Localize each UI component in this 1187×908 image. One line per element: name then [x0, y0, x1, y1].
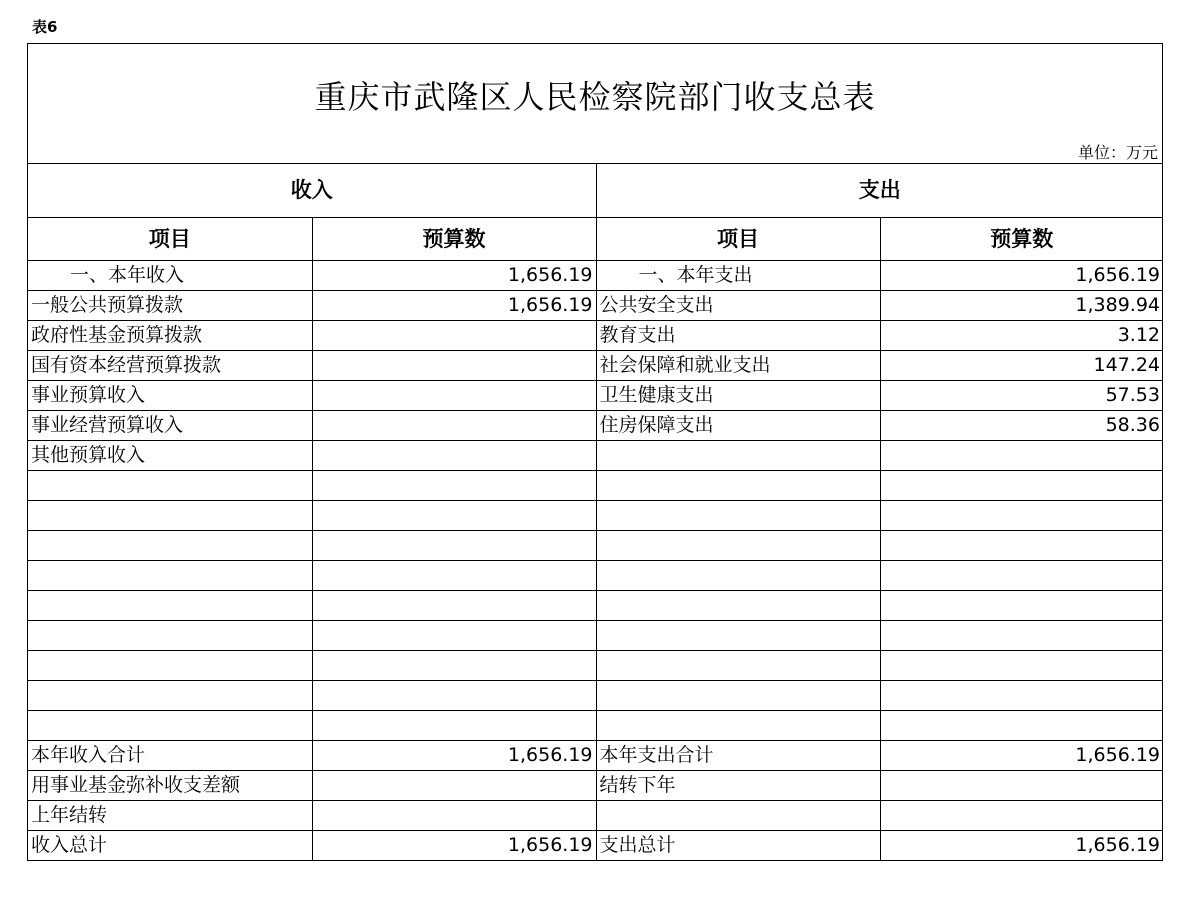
table-body: [28, 261, 1163, 861]
income-item-cell: 国有资本经营预算拨款: [28, 351, 312, 381]
income-budget-cell: [312, 681, 596, 711]
expense-budget-cell: [880, 561, 1163, 591]
table-row: [28, 831, 1163, 861]
income-budget-cell: [312, 711, 596, 741]
income-item-cell: [28, 591, 312, 621]
expense-item-cell: [596, 681, 880, 711]
title-area: [28, 44, 1162, 164]
income-budget-cell: [312, 411, 596, 441]
expense-budget-header: 预算数: [880, 218, 1163, 261]
expense-budget-cell: [880, 681, 1163, 711]
income-budget-cell: 1,656.19: [312, 291, 596, 321]
expense-item-cell: 住房保障支出: [596, 411, 880, 441]
expense-budget-cell: 3.12: [880, 321, 1163, 351]
income-budget-cell: [312, 651, 596, 681]
expense-item-cell: [596, 471, 880, 501]
table-row: [28, 501, 1163, 531]
table-row: [28, 291, 1163, 321]
expense-item-cell: [596, 501, 880, 531]
summary-table-frame: [27, 43, 1163, 861]
expense-item-cell: 支出总计: [596, 831, 880, 861]
income-item-header: 项目: [28, 218, 312, 261]
table-row: [28, 621, 1163, 651]
expense-item-cell: [596, 591, 880, 621]
income-item-cell: [28, 621, 312, 651]
expense-item-cell: 公共安全支出: [596, 291, 880, 321]
income-budget-cell: [312, 621, 596, 651]
expense-item-cell: 教育支出: [596, 321, 880, 351]
table-row: [28, 681, 1163, 711]
expense-budget-cell: [880, 471, 1163, 501]
table-row: [28, 381, 1163, 411]
income-budget-cell: 1,656.19: [312, 831, 596, 861]
income-budget-cell: [312, 591, 596, 621]
unit-label: 单位：万元: [1077, 143, 1158, 162]
expense-budget-cell: [880, 651, 1163, 681]
income-item-cell: [28, 651, 312, 681]
expense-budget-cell: [880, 531, 1163, 561]
table-row: [28, 741, 1163, 771]
page-title: 重庆市武隆区人民检察院部门收支总表: [314, 78, 876, 116]
expense-item-cell: [596, 441, 880, 471]
table-row: [28, 591, 1163, 621]
income-item-cell: [28, 561, 312, 591]
income-budget-cell: [312, 381, 596, 411]
expense-item-header: 项目: [596, 218, 880, 261]
expense-item-cell: 卫生健康支出: [596, 381, 880, 411]
income-item-cell: 一般公共预算拨款: [28, 291, 312, 321]
income-item-cell: 收入总计: [28, 831, 312, 861]
income-budget-header: 预算数: [312, 218, 596, 261]
income-item-cell: [28, 471, 312, 501]
expense-section-header: 支出: [596, 163, 1163, 218]
expense-item-cell: [596, 801, 880, 831]
income-budget-cell: 1,656.19: [312, 741, 596, 771]
table-row: [28, 261, 1163, 291]
income-budget-cell: [312, 561, 596, 591]
table-row: [28, 771, 1163, 801]
expense-budget-cell: [880, 711, 1163, 741]
income-item-cell: 上年结转: [28, 801, 312, 831]
income-budget-cell: [312, 441, 596, 471]
expense-budget-cell: 1,656.19: [880, 831, 1163, 861]
income-budget-cell: [312, 321, 596, 351]
expense-budget-cell: 147.24: [880, 351, 1163, 381]
expense-budget-cell: 57.53: [880, 381, 1163, 411]
expense-budget-cell: [880, 501, 1163, 531]
expense-item-cell: 社会保障和就业支出: [596, 351, 880, 381]
expense-budget-cell: 58.36: [880, 411, 1163, 441]
expense-budget-cell: [880, 441, 1163, 471]
expense-item-cell: [596, 561, 880, 591]
income-budget-cell: [312, 471, 596, 501]
income-budget-cell: [312, 531, 596, 561]
table-row: [28, 411, 1163, 441]
expense-budget-cell: 1,656.19: [880, 741, 1163, 771]
table-row: [28, 651, 1163, 681]
income-item-cell: 用事业基金弥补收支差额: [28, 771, 312, 801]
table-row: [28, 801, 1163, 831]
income-expense-table: [28, 163, 1163, 860]
expense-budget-cell: [880, 801, 1163, 831]
income-budget-cell: [312, 351, 596, 381]
expense-item-cell: 本年支出合计: [596, 741, 880, 771]
expense-budget-cell: 1,656.19: [880, 261, 1163, 291]
table-row: [28, 351, 1163, 381]
expense-item-cell: [596, 531, 880, 561]
income-budget-cell: [312, 801, 596, 831]
table-row: [28, 711, 1163, 741]
table-row: [28, 441, 1163, 471]
income-item-cell: 其他预算收入: [28, 441, 312, 471]
income-budget-cell: 1,656.19: [312, 261, 596, 291]
income-item-cell: [28, 501, 312, 531]
income-budget-cell: [312, 771, 596, 801]
expense-budget-cell: [880, 771, 1163, 801]
income-item-cell: 本年收入合计: [28, 741, 312, 771]
income-item-cell: 政府性基金预算拨款: [28, 321, 312, 351]
table-row: [28, 471, 1163, 501]
expense-item-cell: [596, 651, 880, 681]
income-item-cell: [28, 681, 312, 711]
expense-item-cell: 结转下年: [596, 771, 880, 801]
expense-item-cell: [596, 711, 880, 741]
income-item-cell: [28, 531, 312, 561]
expense-budget-cell: [880, 621, 1163, 651]
expense-item-cell: [596, 621, 880, 651]
income-section-header: 收入: [28, 163, 596, 218]
expense-item-cell: 一、本年支出: [596, 261, 880, 291]
income-item-cell: 一、本年收入: [28, 261, 312, 291]
income-item-cell: 事业经营预算收入: [28, 411, 312, 441]
table-row: [28, 321, 1163, 351]
table-row: [28, 531, 1163, 561]
income-budget-cell: [312, 501, 596, 531]
expense-budget-cell: [880, 591, 1163, 621]
income-item-cell: [28, 711, 312, 741]
table-number-label: 表6: [32, 18, 58, 36]
table-row: [28, 561, 1163, 591]
income-item-cell: 事业预算收入: [28, 381, 312, 411]
expense-budget-cell: 1,389.94: [880, 291, 1163, 321]
